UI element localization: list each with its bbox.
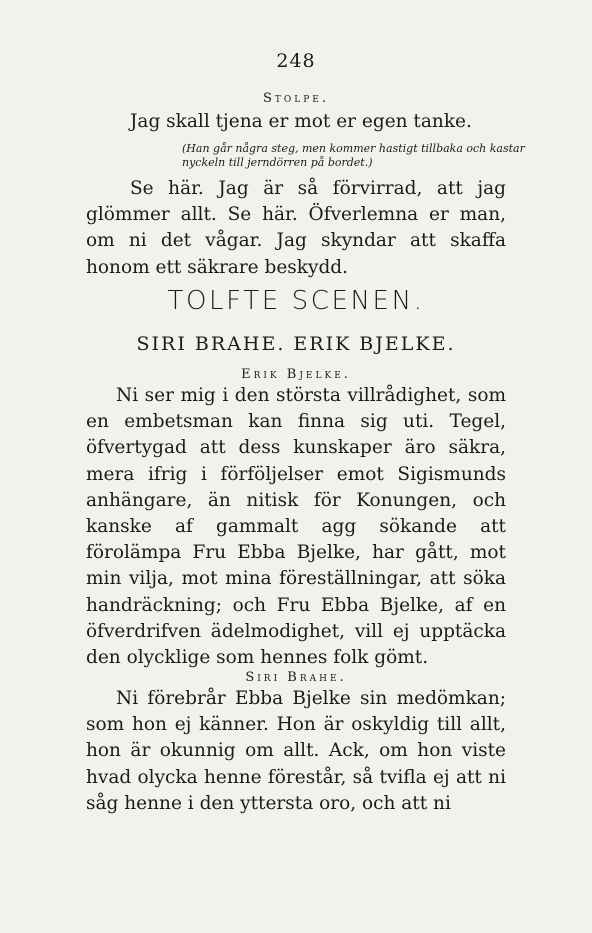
- dialogue-line: Jag skall tjena er mot er egen tanke.: [130, 111, 472, 132]
- page-number: 248: [276, 50, 316, 72]
- stage-direction: (Han går några steg, men kommer hastigt tillbaka och kastar nyckeln till jerndörren på bordet.): [182, 142, 525, 169]
- speaker-erik-bjelke: Erik Bjelke.: [241, 367, 351, 382]
- dialogue-paragraph-siri: Ni förebrår Ebba Bjelke sin medömkan; som hon ej känner. Hon är oskyldig till allt, hon är okunnig om allt. Ack, om hon viste hvad olycka henne förestår, så tvifla ej att ni såg henne i den yttersta oro, och att ni: [86, 688, 506, 814]
- dialogue-paragraph-stolpe: Se här. Jag är så förvirrad, att jag glömmer allt. Se här. Öfverlemna er man, om ni det vågar. Jag skyndar att skaffa honom ett säkrare beskydd.: [86, 178, 506, 278]
- speaker-siri-brahe: Siri Brahe.: [245, 670, 347, 685]
- dialogue-paragraph-erik: Ni ser mig i den största villrådighet, som en embetsman kan finna sig uti. Tegel, öfvertygad att dess kunskaper äro säkra, mera ifrig i förföljelser emot Sigismunds anhängare, än nitisk för Konungen, och kanske af gammalt agg sökande att förolämpa Fru Ebba Bjelke, har gått, mot min vilja, mot mina föreställningar, att söka handräckning; och Fru Ebba Bjelke, af en öfverdrifven ädelmodighet, vill ej upptäcka den olycklige som hennes folk gömt.: [86, 385, 506, 669]
- scene-characters: SIRI BRAHE. ERIK BJELKE.: [136, 333, 456, 355]
- scene-title: TOLFTE SCENEN.: [167, 286, 425, 316]
- speaker-stolpe: Stolpe.: [262, 91, 330, 106]
